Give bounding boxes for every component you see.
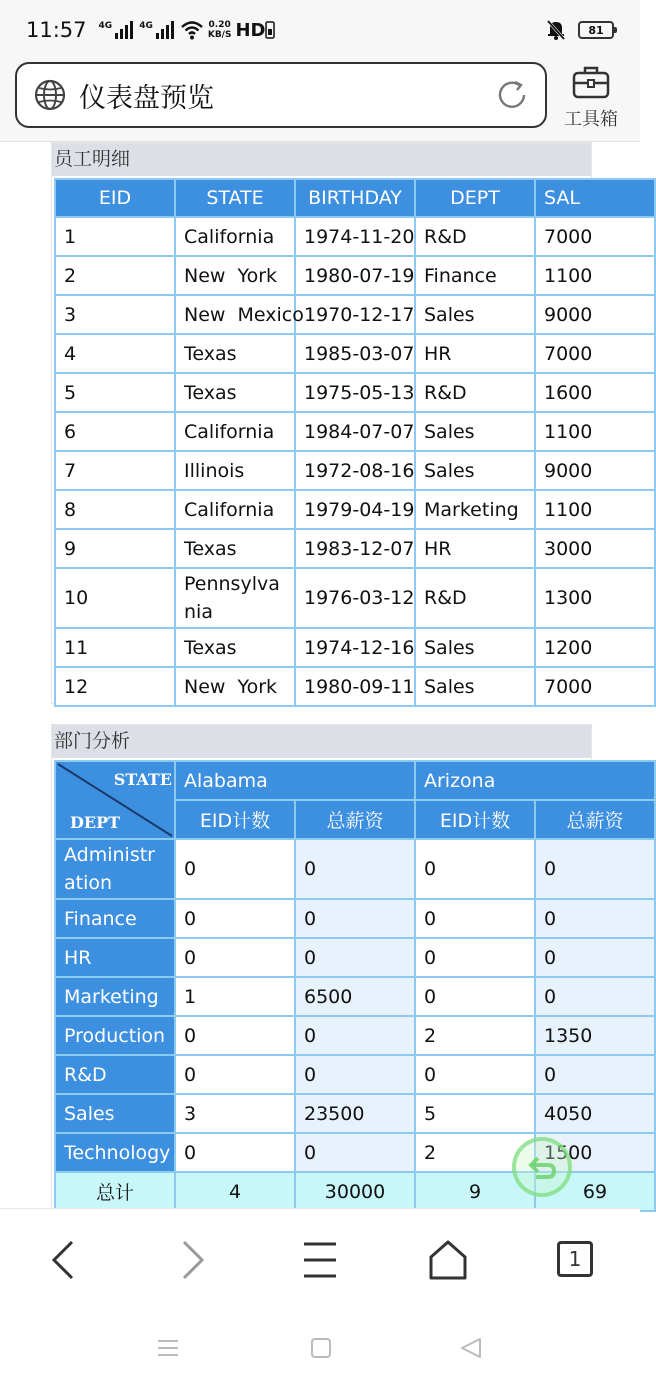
cell-eid-count: 2: [415, 1133, 535, 1172]
cell-state: Texas: [175, 628, 295, 667]
cell-state: California: [175, 490, 295, 529]
cell-eid-count: 0: [415, 938, 535, 977]
employee-header-row: [55, 179, 655, 217]
cell-dept: R&D: [415, 568, 535, 628]
cell-dept: HR: [415, 334, 535, 373]
cell-eid-count: 0: [175, 899, 295, 938]
cell-eid: 7: [55, 451, 175, 490]
cell-total-salary: 0: [295, 1016, 415, 1055]
cell-sal: 1100: [535, 412, 655, 451]
cell-dept: Sales: [415, 451, 535, 490]
tabs-button[interactable]: [557, 1241, 593, 1277]
cell-eid-count: 0: [175, 839, 295, 899]
cell-eid: 6: [55, 412, 175, 451]
floating-back-button[interactable]: [512, 1137, 572, 1197]
cell-eid-count: 0: [415, 899, 535, 938]
cell-eid-count: 1: [175, 977, 295, 1016]
table-row[interactable]: [55, 451, 655, 490]
cell-total-salary: 1350: [535, 1016, 655, 1055]
row-header-dept: HR: [55, 938, 175, 977]
cell-birthday: 1985-03-07: [295, 334, 415, 373]
cell-dept: Sales: [415, 628, 535, 667]
signal-icon-2: 4G: [139, 21, 174, 39]
table-row[interactable]: [55, 412, 655, 451]
col-header-sal[interactable]: SAL: [535, 179, 655, 217]
cell-state: Texas: [175, 334, 295, 373]
cell-state: Texas: [175, 529, 295, 568]
cell-sal: 9000: [535, 451, 655, 490]
cell-eid-count: 0: [175, 938, 295, 977]
cell-dept: HR: [415, 529, 535, 568]
system-nav-bar: [0, 1310, 640, 1387]
sub-header-eid-count[interactable]: EID计数: [175, 800, 295, 839]
clock: 11:57: [26, 18, 87, 42]
cell-total-salary: 6500: [295, 977, 415, 1016]
dept-panel-title: 部门分析: [52, 725, 591, 758]
cell-eid-count: 2: [415, 1016, 535, 1055]
cell-eid-count: 3: [175, 1094, 295, 1133]
cell-total-salary: 0: [535, 1055, 655, 1094]
cell-state: California: [175, 217, 295, 256]
table-row[interactable]: [55, 1055, 655, 1094]
cell-birthday: 1980-07-19: [295, 256, 415, 295]
cell-birthday: 1979-04-19: [295, 490, 415, 529]
table-row[interactable]: [55, 628, 655, 667]
cell-total-salary: 0: [535, 977, 655, 1016]
employee-detail-panel: [51, 142, 592, 704]
cell-state: California: [175, 412, 295, 451]
pivot-corner-header: [55, 761, 175, 839]
cell-eid: 5: [55, 373, 175, 412]
table-row[interactable]: [55, 568, 655, 628]
col-header-dept[interactable]: DEPT: [415, 179, 535, 217]
row-header-dept: Sales: [55, 1094, 175, 1133]
table-row[interactable]: [55, 373, 655, 412]
hd-indicator: HD: [235, 19, 266, 41]
cell-dept: Sales: [415, 412, 535, 451]
table-row[interactable]: [55, 256, 655, 295]
cell-eid-count: 0: [175, 1016, 295, 1055]
cell-total-salary: 0: [295, 899, 415, 938]
cell-total-salary: 0: [535, 839, 655, 899]
total-label: 总计: [55, 1172, 175, 1211]
tab-count: 1: [568, 1247, 582, 1271]
cell-birthday: 1970-12-17: [295, 295, 415, 334]
cell-dept: Marketing: [415, 490, 535, 529]
back-icon[interactable]: [48, 1239, 78, 1281]
cell-birthday: 1976-03-12: [295, 568, 415, 628]
cell-sal: 1100: [535, 256, 655, 295]
total-value: 9: [415, 1172, 535, 1211]
employee-table-viewport[interactable]: [54, 178, 593, 698]
table-row[interactable]: [55, 295, 655, 334]
cell-eid: 12: [55, 667, 175, 706]
battery-level: 81: [588, 23, 604, 37]
system-home-icon[interactable]: [309, 1336, 333, 1360]
browser-toolbar: [0, 60, 640, 142]
cell-dept: R&D: [415, 373, 535, 412]
toolbox-button[interactable]: [558, 64, 624, 131]
return-icon: [516, 1141, 568, 1193]
row-header-dept: Technology: [55, 1133, 175, 1172]
table-row[interactable]: [55, 1094, 655, 1133]
cell-total-salary: 0: [535, 899, 655, 938]
table-row[interactable]: [55, 1016, 655, 1055]
table-row[interactable]: [55, 839, 655, 899]
net-speed: 0.20 KB/S: [207, 20, 232, 40]
cell-birthday: 1983-12-07: [295, 529, 415, 568]
cell-sal: 3000: [535, 529, 655, 568]
cell-birthday: 1974-11-20: [295, 217, 415, 256]
table-row[interactable]: [55, 529, 655, 568]
total-value: 4: [175, 1172, 295, 1211]
cell-sal: 7000: [535, 217, 655, 256]
recents-icon[interactable]: [156, 1336, 180, 1360]
cell-eid-count: 0: [175, 1133, 295, 1172]
cell-eid: 11: [55, 628, 175, 667]
corner-state-label: STATE: [113, 770, 172, 789]
cell-eid: 1: [55, 217, 175, 256]
cell-state: Pennsylvania: [175, 568, 295, 628]
cell-total-salary: 23500: [295, 1094, 415, 1133]
sub-header-total-salary[interactable]: 总薪资: [295, 800, 415, 839]
cell-eid: 3: [55, 295, 175, 334]
sub-header-total-salary[interactable]: 总薪资: [535, 800, 655, 839]
cell-sal: 1300: [535, 568, 655, 628]
cell-total-salary: 0: [295, 938, 415, 977]
row-header-dept: Marketing: [55, 977, 175, 1016]
row-header-dept: Production: [55, 1016, 175, 1055]
dept-table-viewport[interactable]: [54, 760, 624, 1220]
col-header-birthday[interactable]: BIRTHDAY: [295, 179, 415, 217]
cell-sal: 7000: [535, 334, 655, 373]
toolbox-label: 工具箱: [564, 109, 618, 130]
cell-total-salary: 4050: [535, 1094, 655, 1133]
cell-eid-count: 0: [415, 1055, 535, 1094]
sim-icon: [265, 21, 275, 39]
state-header-alabama[interactable]: Alabama: [175, 761, 415, 800]
cell-eid-count: 0: [175, 1055, 295, 1094]
cell-state: Texas: [175, 373, 295, 412]
browser-bottom-nav: [0, 1208, 640, 1310]
cell-sal: 7000: [535, 667, 655, 706]
cell-eid-count: 0: [415, 839, 535, 899]
cell-eid: 2: [55, 256, 175, 295]
menu-icon[interactable]: [302, 1239, 338, 1281]
total-value: 69: [535, 1172, 655, 1211]
wifi-icon: [180, 20, 204, 40]
cell-birthday: 1972-08-16: [295, 451, 415, 490]
cell-sal: 9000: [535, 295, 655, 334]
address-bar[interactable]: [15, 62, 547, 128]
cell-dept: R&D: [415, 217, 535, 256]
cell-eid: 4: [55, 334, 175, 373]
cell-eid: 9: [55, 529, 175, 568]
home-icon[interactable]: [428, 1239, 468, 1281]
cell-state: New Mexico: [175, 295, 295, 334]
cell-sal: 1200: [535, 628, 655, 667]
cell-eid-count: 0: [415, 977, 535, 1016]
cell-birthday: 1974-12-16: [295, 628, 415, 667]
cell-sal: 1600: [535, 373, 655, 412]
table-row[interactable]: [55, 334, 655, 373]
cell-total-salary: 0: [535, 938, 655, 977]
status-bar: [0, 0, 640, 60]
cell-total-salary: 0: [295, 1133, 415, 1172]
cell-total-salary: 1500: [535, 1133, 655, 1172]
table-row[interactable]: [55, 899, 655, 938]
cell-sal: 1100: [535, 490, 655, 529]
employee-table: [54, 178, 656, 707]
row-header-dept: R&D: [55, 1055, 175, 1094]
department-analysis-panel: [51, 724, 624, 1224]
cell-eid-count: 5: [415, 1094, 535, 1133]
cell-birthday: 1984-07-07: [295, 412, 415, 451]
col-header-eid[interactable]: EID: [55, 179, 175, 217]
col-header-state[interactable]: STATE: [175, 179, 295, 217]
reload-icon[interactable]: [495, 78, 529, 112]
system-back-icon[interactable]: [459, 1336, 483, 1360]
forward-icon[interactable]: [178, 1239, 208, 1281]
corner-dept-label: DEPT: [70, 813, 121, 832]
cell-dept: Finance: [415, 256, 535, 295]
cell-dept: Sales: [415, 667, 535, 706]
cell-total-salary: 0: [295, 1055, 415, 1094]
cell-birthday: 1980-09-11: [295, 667, 415, 706]
sub-header-eid-count[interactable]: EID计数: [415, 800, 535, 839]
cell-state: New York: [175, 256, 295, 295]
cell-total-salary: 0: [295, 839, 415, 899]
mute-bell-icon: [546, 19, 566, 41]
cell-eid: 8: [55, 490, 175, 529]
toolbox-icon: [571, 64, 611, 100]
page-content[interactable]: [0, 142, 640, 1208]
table-row[interactable]: [55, 977, 655, 1016]
globe-icon: [33, 78, 67, 112]
cell-dept: Sales: [415, 295, 535, 334]
table-row[interactable]: [55, 217, 655, 256]
row-header-dept: Finance: [55, 899, 175, 938]
total-value: 30000: [295, 1172, 415, 1211]
row-header-dept: Administration: [55, 839, 175, 899]
cell-state: New York: [175, 667, 295, 706]
table-row[interactable]: [55, 938, 655, 977]
cell-eid: 10: [55, 568, 175, 628]
page-title: 仪表盘预览: [79, 82, 214, 114]
table-row[interactable]: [55, 667, 655, 706]
battery-icon: [578, 21, 614, 39]
cell-state: Illinois: [175, 451, 295, 490]
employee-panel-title: 员工明细: [52, 143, 591, 176]
state-header-arizona[interactable]: Arizona: [415, 761, 655, 800]
table-row[interactable]: [55, 490, 655, 529]
signal-icon: 4G: [99, 21, 134, 39]
cell-birthday: 1975-05-13: [295, 373, 415, 412]
